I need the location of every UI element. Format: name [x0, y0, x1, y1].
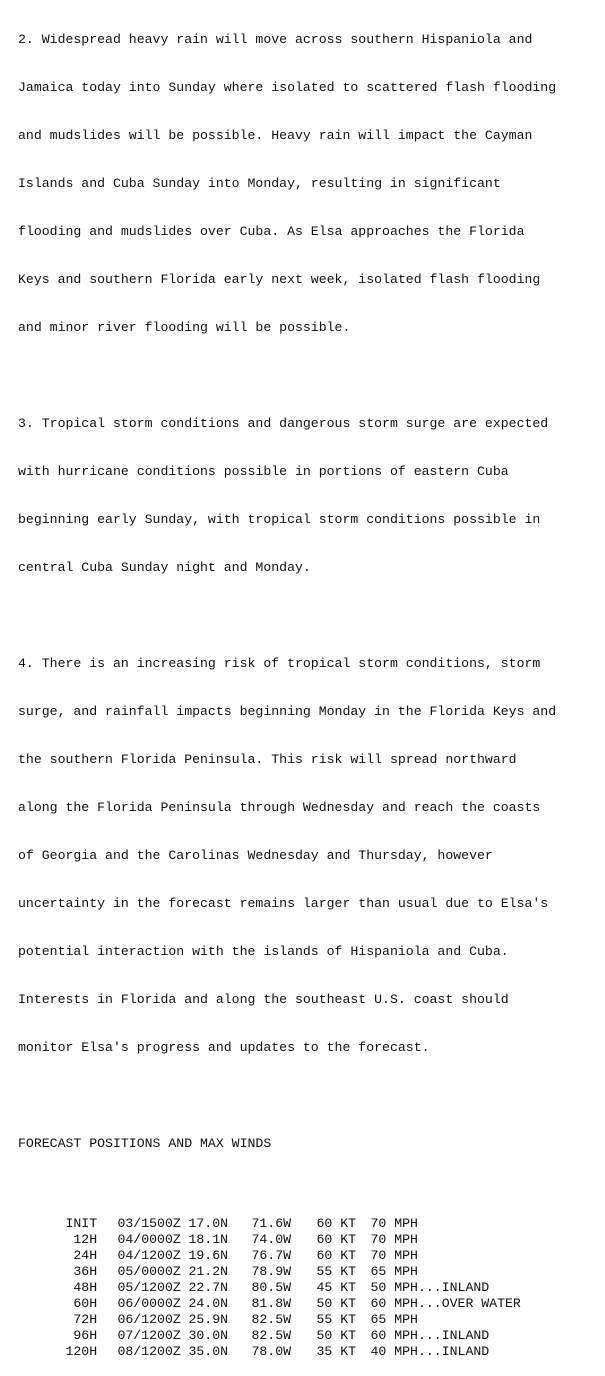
forecast-wind-kt: 50 KT — [316, 1328, 357, 1343]
key-message-2 — [18, 0, 605, 368]
forecast-wind-kt: 60 KT — [316, 1216, 357, 1231]
forecast-wind-mph: 60 MPH...OVER WATER — [370, 1296, 521, 1311]
forecast-longitude: 78.9W — [251, 1264, 292, 1279]
forecast-time: 04/0000Z — [117, 1232, 181, 1247]
forecast-longitude: 74.0W — [251, 1232, 292, 1247]
text-line: Interests in Florida and along the southeast U.S. coast should — [18, 992, 509, 1007]
forecast-hour: 36H — [65, 1264, 98, 1279]
text-line: and minor river flooding will be possible. — [18, 320, 351, 335]
forecast-latitude: 19.6N — [188, 1248, 229, 1263]
forecast-time: 06/1200Z — [117, 1312, 181, 1327]
forecast-time: 05/1200Z — [117, 1280, 181, 1295]
forecast-hour: 48H — [65, 1280, 98, 1295]
forecast-latitude: 17.0N — [188, 1216, 229, 1231]
key-message-3 — [18, 384, 605, 608]
forecast-time: 05/0000Z — [117, 1264, 181, 1279]
forecast-wind-mph: 40 MPH...INLAND — [370, 1344, 490, 1359]
forecast-heading: FORECAST POSITIONS AND MAX WINDS — [18, 1136, 272, 1151]
forecast-wind-mph: 70 MPH — [370, 1216, 418, 1231]
forecast-hour: 24H — [65, 1248, 98, 1263]
key-message-4 — [18, 624, 605, 1088]
forecast-longitude: 80.5W — [251, 1280, 292, 1295]
forecast-latitude: 21.2N — [188, 1264, 229, 1279]
forecast-latitude: 24.0N — [188, 1296, 229, 1311]
text-line: Jamaica today into Sunday where isolated to scattered flash flooding — [18, 80, 557, 95]
forecast-time: 07/1200Z — [117, 1328, 181, 1343]
text-line: flooding and mudslides over Cuba. As Elsa approaches the Florida — [18, 224, 525, 239]
text-line: Keys and southern Florida early next week, isolated flash flooding — [18, 272, 541, 287]
paragraph-gap — [18, 1184, 605, 1200]
forecast-row — [18, 1200, 605, 1231]
text-line: central Cuba Sunday night and Monday. — [18, 560, 311, 575]
forecast-wind-kt: 55 KT — [316, 1312, 357, 1327]
forecast-wind-mph: 70 MPH — [370, 1232, 418, 1247]
forecast-longitude: 81.8W — [251, 1296, 292, 1311]
forecast-wind-kt: 60 KT — [316, 1232, 357, 1247]
forecast-latitude: 18.1N — [188, 1232, 229, 1247]
text-line: uncertainty in the forecast remains larger than usual due to Elsa's — [18, 896, 549, 911]
forecast-hour: 72H — [65, 1312, 98, 1327]
forecast-latitude: 35.0N — [188, 1344, 229, 1359]
forecast-wind-kt: 55 KT — [316, 1264, 357, 1279]
text-line: 2. Widespread heavy rain will move across southern Hispaniola and — [18, 32, 533, 47]
forecast-hour: 60H — [65, 1296, 98, 1311]
forecast-latitude: 30.0N — [188, 1328, 229, 1343]
forecast-longitude: 71.6W — [251, 1216, 292, 1231]
text-line: and mudslides will be possible. Heavy rain will impact the Cayman — [18, 128, 533, 143]
forecast-wind-kt: 50 KT — [316, 1296, 357, 1311]
text-line: monitor Elsa's progress and updates to the forecast. — [18, 1040, 430, 1055]
forecast-wind-kt: 45 KT — [316, 1280, 357, 1295]
forecast-wind-mph: 70 MPH — [370, 1248, 418, 1263]
forecast-longitude: 82.5W — [251, 1328, 292, 1343]
forecast-wind-kt: 60 KT — [316, 1248, 357, 1263]
paragraph-gap — [18, 368, 605, 384]
text-line: surge, and rainfall impacts beginning Monday in the Florida Keys and — [18, 704, 557, 719]
forecast-latitude: 25.9N — [188, 1312, 229, 1327]
text-line: Islands and Cuba Sunday into Monday, resulting in significant — [18, 176, 501, 191]
forecast-wind-mph: 65 MPH — [370, 1312, 418, 1327]
forecast-time: 04/1200Z — [117, 1248, 181, 1263]
text-line: potential interaction with the islands of Hispaniola and Cuba. — [18, 944, 509, 959]
forecast-time: 06/0000Z — [117, 1296, 181, 1311]
forecast-latitude: 22.7N — [188, 1280, 229, 1295]
text-line: beginning early Sunday, with tropical storm conditions possible in — [18, 512, 541, 527]
forecast-heading-block — [18, 1104, 605, 1184]
forecast-longitude: 82.5W — [251, 1312, 292, 1327]
forecast-hour: 12H — [65, 1232, 98, 1247]
paragraph-gap — [18, 1088, 605, 1104]
forecast-longitude: 78.0W — [251, 1344, 292, 1359]
text-line: 3. Tropical storm conditions and dangerous storm surge are expected — [18, 416, 549, 431]
forecast-wind-mph: 60 MPH...INLAND — [370, 1328, 490, 1343]
text-line: with hurricane conditions possible in portions of eastern Cuba — [18, 464, 509, 479]
text-line: the southern Florida Peninsula. This risk will spread northward — [18, 752, 517, 767]
forecast-wind-kt: 35 KT — [316, 1344, 357, 1359]
forecast-wind-mph: 50 MPH...INLAND — [370, 1280, 490, 1295]
forecast-time: 08/1200Z — [117, 1344, 181, 1359]
forecast-hour: 120H — [65, 1344, 98, 1359]
forecast-longitude: 76.7W — [251, 1248, 292, 1263]
forecast-hour: 96H — [65, 1328, 98, 1343]
forecast-wind-mph: 65 MPH — [370, 1264, 418, 1279]
text-line: 4. There is an increasing risk of tropical storm conditions, storm — [18, 656, 541, 671]
forecast-time: 03/1500Z — [117, 1216, 181, 1231]
text-line: of Georgia and the Carolinas Wednesday and Thursday, however — [18, 848, 493, 863]
text-line: along the Florida Peninsula through Wednesday and reach the coasts — [18, 800, 541, 815]
forecast-hour: INIT — [65, 1216, 98, 1231]
paragraph-gap — [18, 608, 605, 624]
forecast-table — [18, 1200, 605, 1359]
